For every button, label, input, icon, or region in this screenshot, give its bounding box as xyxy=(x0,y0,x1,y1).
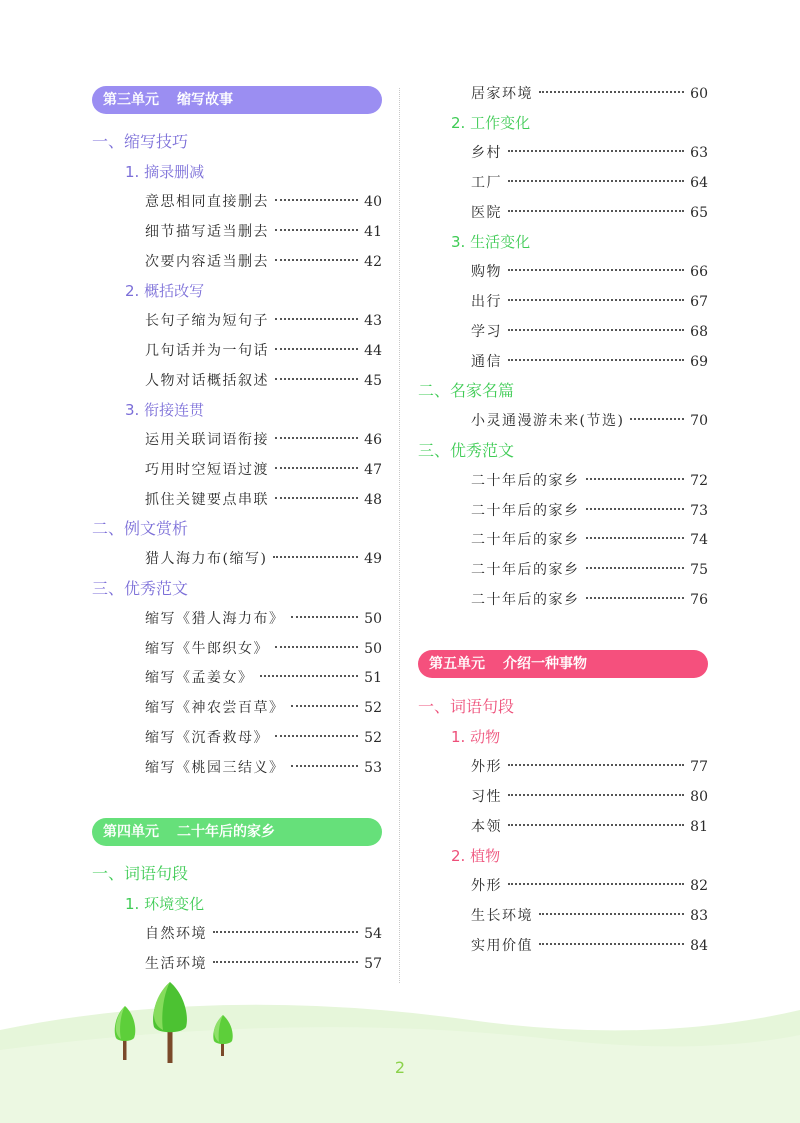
subsection-heading[interactable]: 3. 衔接连贯 xyxy=(125,401,205,419)
toc-entry[interactable]: 缩写《猎人海力布》 50 xyxy=(145,611,382,627)
toc-entry[interactable]: 次要内容适当删去 42 xyxy=(145,254,382,270)
toc-entry[interactable]: 缩写《桃园三结义》 53 xyxy=(145,760,382,776)
section-heading[interactable]: 二、例文赏析 xyxy=(92,519,189,538)
toc-entry[interactable]: 二十年后的家乡 72 xyxy=(471,473,708,489)
toc-entry[interactable]: 缩写《神农尝百草》 52 xyxy=(145,700,382,716)
subsection-heading[interactable]: 2. 工作变化 xyxy=(451,114,531,132)
toc-entry[interactable]: 外形 77 xyxy=(471,759,708,775)
subsection-heading[interactable]: 1. 环境变化 xyxy=(125,895,205,913)
toc-entry[interactable]: 生活环境 57 xyxy=(145,956,382,972)
subsection-heading[interactable]: 2. 植物 xyxy=(451,847,501,865)
subsection-heading[interactable]: 3. 生活变化 xyxy=(451,233,531,251)
unit-banner: 第四单元 二十年后的家乡 xyxy=(92,818,382,846)
toc-entry[interactable]: 二十年后的家乡 76 xyxy=(471,592,708,608)
toc-entry[interactable]: 运用关联词语衔接 46 xyxy=(145,432,382,448)
toc-entry[interactable]: 二十年后的家乡 75 xyxy=(471,562,708,578)
unit-banner: 第五单元 介绍一种事物 xyxy=(418,650,708,678)
toc-entry[interactable]: 几句话并为一句话 44 xyxy=(145,343,382,359)
toc-entry[interactable]: 意思相同直接删去 40 xyxy=(145,194,382,210)
section-heading[interactable]: 一、词语句段 xyxy=(92,864,189,883)
toc-entry[interactable]: 工厂 64 xyxy=(471,175,708,191)
toc-entry[interactable]: 巧用时空短语过渡 47 xyxy=(145,462,382,478)
toc-entry[interactable]: 猎人海力布(缩写) 49 xyxy=(145,551,382,567)
toc-entry[interactable]: 人物对话概括叙述 45 xyxy=(145,373,382,389)
toc-entry[interactable]: 通信 69 xyxy=(471,354,708,370)
subsection-heading[interactable]: 2. 概括改写 xyxy=(125,282,205,300)
toc-entry[interactable]: 二十年后的家乡 73 xyxy=(471,503,708,519)
column-divider xyxy=(399,88,400,983)
toc-entry[interactable]: 长句子缩为短句子 43 xyxy=(145,313,382,329)
toc-entry[interactable]: 缩写《沉香救母》 52 xyxy=(145,730,382,746)
toc-entry[interactable]: 自然环境 54 xyxy=(145,926,382,942)
tree-icon xyxy=(211,1014,235,1056)
toc-entry[interactable]: 缩写《牛郎织女》 50 xyxy=(145,641,382,657)
toc-entry[interactable]: 习性 80 xyxy=(471,789,708,805)
toc-entry[interactable]: 外形 82 xyxy=(471,878,708,894)
toc-entry[interactable]: 二十年后的家乡 74 xyxy=(471,532,708,548)
section-heading[interactable]: 一、缩写技巧 xyxy=(92,132,189,151)
unit-banner: 第三单元 缩写故事 xyxy=(92,86,382,114)
toc-entry[interactable]: 生长环境 83 xyxy=(471,908,708,924)
toc-entry[interactable]: 出行 67 xyxy=(471,294,708,310)
toc-entry[interactable]: 医院 65 xyxy=(471,205,708,221)
section-heading[interactable]: 三、优秀范文 xyxy=(418,441,515,460)
section-heading[interactable]: 二、名家名篇 xyxy=(418,381,515,400)
toc-entry[interactable]: 小灵通漫游未来(节选) 70 xyxy=(471,413,708,429)
section-heading[interactable]: 三、优秀范文 xyxy=(92,579,189,598)
tree-icon xyxy=(112,1005,138,1060)
tree-icon xyxy=(149,981,191,1063)
toc-entry[interactable]: 缩写《孟姜女》 51 xyxy=(145,670,382,686)
toc-entry[interactable]: 抓住关键要点串联 48 xyxy=(145,492,382,508)
toc-entry[interactable]: 居家环境 60 xyxy=(471,86,708,102)
toc-entry[interactable]: 购物 66 xyxy=(471,264,708,280)
toc-entry[interactable]: 乡村 63 xyxy=(471,145,708,161)
toc-entry[interactable]: 细节描写适当删去 41 xyxy=(145,224,382,240)
toc-entry[interactable]: 本领 81 xyxy=(471,819,708,835)
subsection-heading[interactable]: 1. 动物 xyxy=(451,728,501,746)
toc-entry[interactable]: 实用价值 84 xyxy=(471,938,708,954)
toc-entry[interactable]: 学习 68 xyxy=(471,324,708,340)
section-heading[interactable]: 一、词语句段 xyxy=(418,697,515,716)
page-number: 2 xyxy=(394,1058,406,1077)
subsection-heading[interactable]: 1. 摘录删减 xyxy=(125,163,205,181)
